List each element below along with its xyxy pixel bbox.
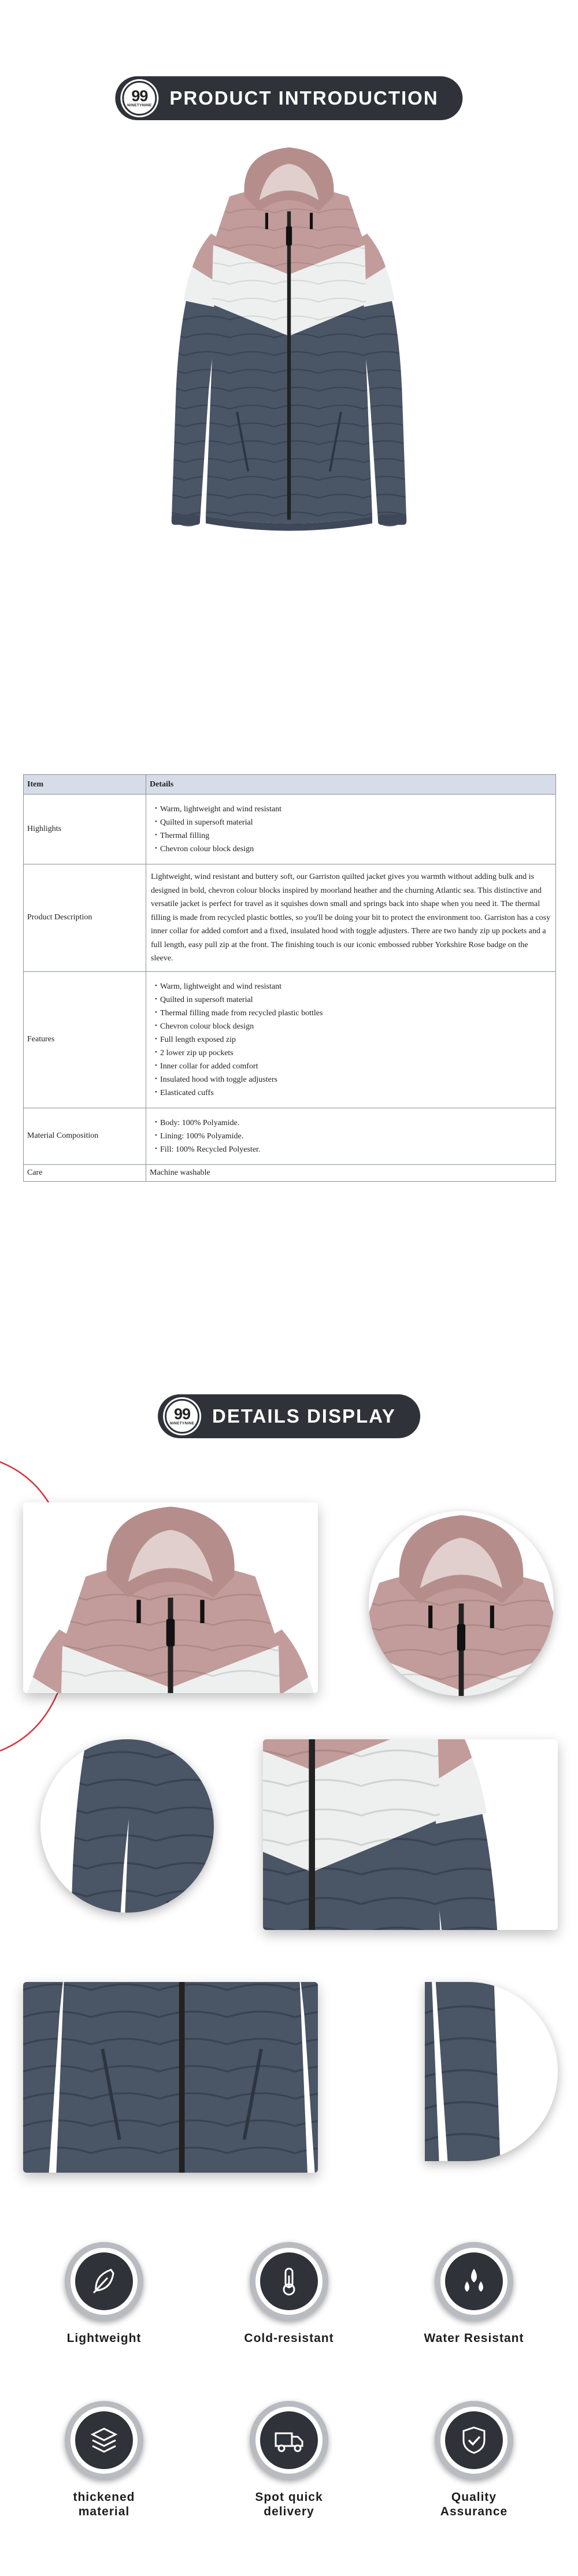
list-item: ・ Thermal filling (150, 829, 552, 842)
table-header-row (24, 775, 556, 795)
water-drops-icon (458, 2265, 490, 2297)
highlights-cell (146, 795, 556, 864)
brand-logo-word: NINETYNINE (127, 103, 152, 107)
feature-label: thickened material (73, 2490, 135, 2518)
detail-image-cuff (425, 1982, 558, 2161)
table-row (24, 1164, 556, 1181)
list-item: ・ Warm, lightweight and wind resistant (150, 803, 552, 816)
row-label-highlights: Highlights (24, 795, 146, 864)
delivery-truck-icon (272, 2424, 306, 2456)
list-item: ・ Warm, lightweight and wind resistant (150, 980, 552, 993)
section-header-intro (115, 76, 462, 120)
list-item: ・ Full length exposed zip (150, 1033, 552, 1046)
material-cell (146, 1108, 556, 1164)
list-item: ・ Chevron colour block design (150, 1020, 552, 1033)
row-label-features: Features (24, 971, 146, 1108)
feature-label: Spot quick delivery (255, 2490, 323, 2518)
features-cell (146, 971, 556, 1108)
feature-label: Quality Assurance (440, 2490, 508, 2518)
description-text: Lightweight, wind resistant and buttery soft, our Garriston quilted jacket gives you warmth without adding bulk and is designed in bold, chevron colour blocks inspired by moorland heather and the churning Atlantic sea. This distinctive and versatile jacket is perfect for travel as it squishes down small and springs back into shape when you need it. The thermal filling is made from recycled plastic bottles, so you'll be doing your bit to protect the environment too. Garriston has a cosy inner collar for added comfort and a fixed, insulated hood with toggle adjusters. There are two handy zip up pockets and a full length, easy pull zip at the front. The finishing touch is our iconic embossed rubber Yorkshire Rose badge on the sleeve. (146, 864, 556, 972)
feature-water-resistant (399, 2242, 549, 2345)
list-item: ・ Insulated hood with toggle adjusters (150, 1073, 552, 1086)
feature-cold-resistant (214, 2242, 364, 2345)
brand-logo-number: 99 (131, 87, 148, 105)
care-value: Machine washable (146, 1164, 556, 1181)
shield-check-icon (458, 2424, 490, 2456)
detail-image-hood (369, 1511, 554, 1696)
section-title: PRODUCT INTRODUCTION (169, 87, 439, 109)
list-item: ・ Chevron colour block design (150, 842, 552, 856)
list-item: ・ Quilted in supersoft material (150, 993, 552, 1007)
row-label-material: Material Composition (24, 1108, 146, 1164)
table-row (24, 1108, 556, 1164)
list-item: ・ Elasticated cuffs (150, 1086, 552, 1100)
detail-image-quilting (23, 1982, 318, 2173)
detail-image-upper-body (23, 1502, 318, 1693)
feature-thickened-material (29, 2401, 179, 2519)
list-item: ・ 2 lower zip up pockets (150, 1046, 552, 1060)
list-item: ・ Inner collar for added comfort (150, 1060, 552, 1073)
table-row (24, 795, 556, 864)
list-item: ・ Body: 100% Polyamide. (150, 1116, 552, 1130)
layers-icon (88, 2424, 120, 2456)
detail-image-sleeve (40, 1739, 214, 1913)
feature-lightweight (29, 2242, 179, 2345)
brand-logo (165, 1399, 199, 1434)
feature-quick-delivery (214, 2401, 364, 2519)
feature-label: Cold-resistant (244, 2332, 334, 2345)
section-header-details (158, 1394, 420, 1438)
product-spec-table (23, 774, 556, 1182)
brand-logo-number: 99 (174, 1405, 191, 1423)
table-row (24, 971, 556, 1108)
list-item: ・ Quilted in supersoft material (150, 816, 552, 829)
row-label-description: Product Description (24, 864, 146, 972)
list-item: ・ Fill: 100% Recycled Polyester. (150, 1143, 552, 1156)
detail-image-chevron (263, 1739, 558, 1930)
feature-quality-assurance (399, 2401, 549, 2519)
list-item: ・ Lining: 100% Polyamide. (150, 1130, 552, 1143)
section-title: DETAILS DISPLAY (212, 1405, 396, 1427)
brand-logo (122, 81, 157, 116)
list-item: ・ Thermal filling made from recycled plastic bottles (150, 1007, 552, 1020)
table-row (24, 864, 556, 972)
product-main-image (139, 144, 439, 561)
thermometer-icon (273, 2265, 305, 2297)
feature-label: Lightweight (66, 2332, 142, 2345)
feather-icon (88, 2265, 120, 2297)
brand-logo-word: NINETYNINE (169, 1421, 195, 1426)
feature-label: Water Resistant (424, 2332, 524, 2345)
row-label-care: Care (24, 1164, 146, 1181)
table-header-item: Item (24, 775, 146, 795)
table-header-details: Details (146, 775, 556, 795)
